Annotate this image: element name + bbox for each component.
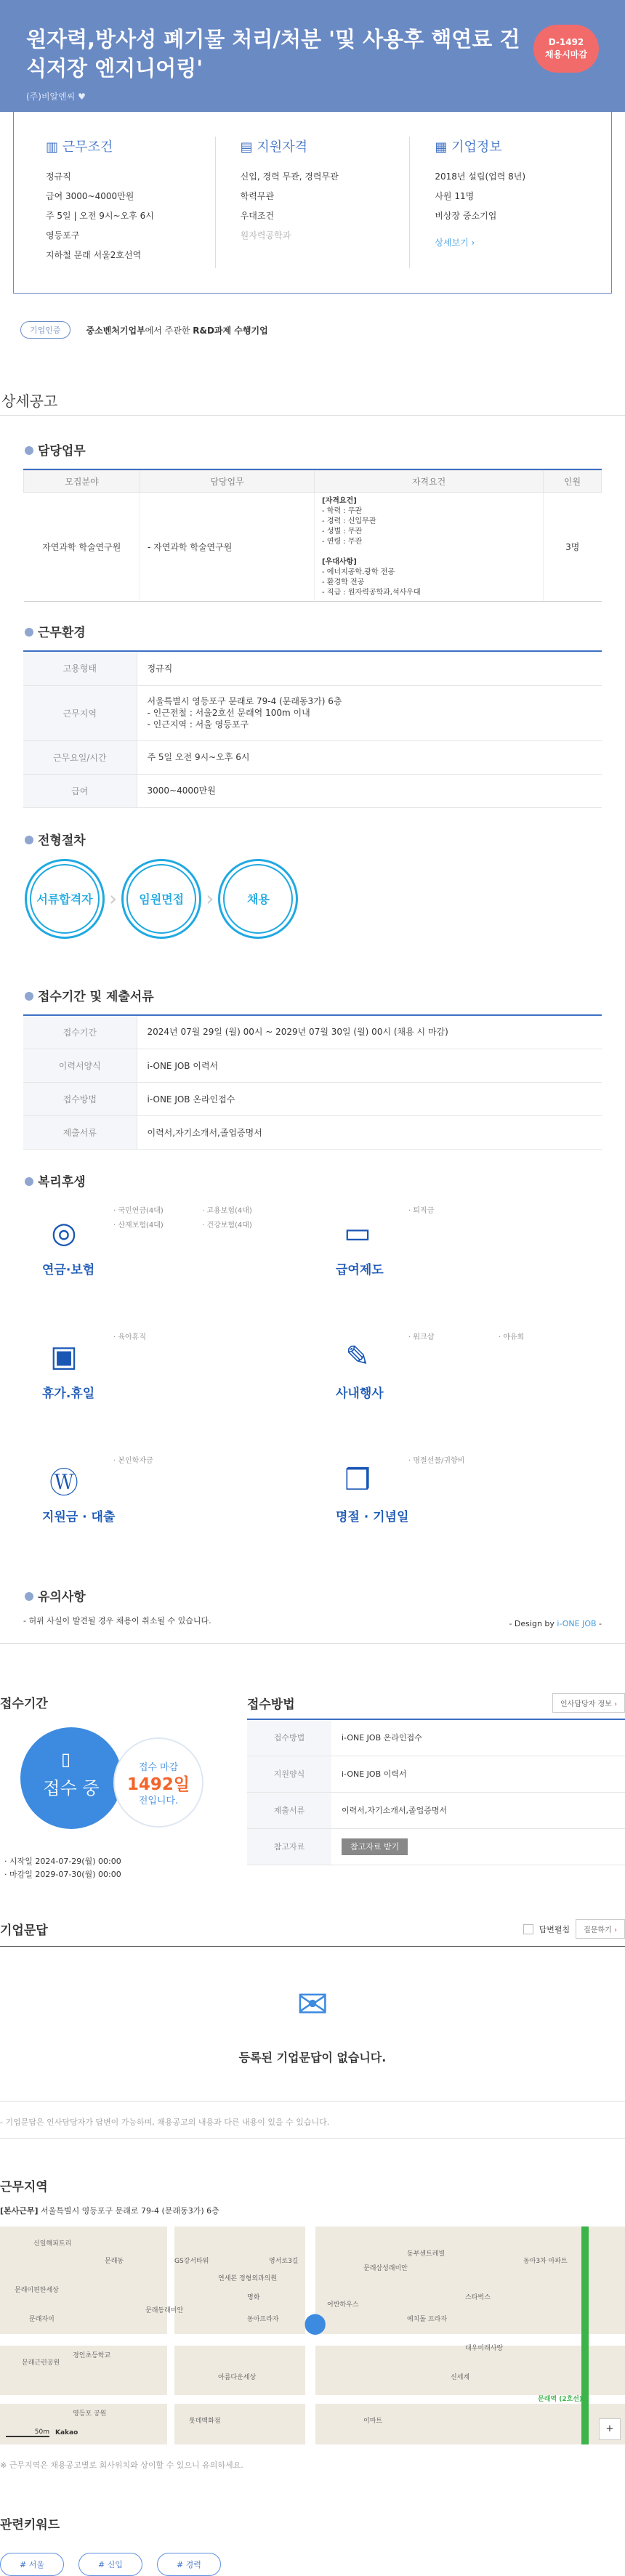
- addr-tag: [본사근무]: [0, 2206, 39, 2216]
- keyword-title: 관련키워드: [0, 2518, 60, 2532]
- req-line: - 연령 : 무관: [322, 537, 363, 546]
- map-label: 대우미래사랑: [465, 2345, 504, 2352]
- map-label: 문래삼성래미안: [363, 2265, 408, 2272]
- row-value: 정규직: [137, 652, 602, 685]
- keyword-tag[interactable]: # 경력: [157, 2553, 221, 2576]
- addr-line: 서울특별시 영등포구 문래로 79-4 (문래동3가) 6층: [147, 696, 342, 706]
- period-table: [23, 1016, 602, 1150]
- welfare-tag: · 워크샵: [408, 1333, 435, 1341]
- chevron-right-icon: ›: [614, 1926, 617, 1934]
- location-title: 근무지역: [0, 2180, 48, 2195]
- notice-title: 유의사항: [23, 1586, 602, 1604]
- map-label: 스타벅스: [465, 2294, 491, 2301]
- req-line: - 에너지공학.광학 전공: [322, 568, 395, 576]
- map-label: 연세본 정형외과의원: [218, 2275, 278, 2282]
- envelope-icon: ✉: [297, 1982, 328, 2027]
- process-step: 임원면접: [121, 859, 201, 939]
- map-pin-icon: ⬤: [304, 2311, 327, 2335]
- map-label: 명화: [247, 2294, 260, 2301]
- welfare-item: [336, 1211, 384, 1277]
- map-road: [305, 2226, 315, 2444]
- req-line: - 환경학 전공: [322, 578, 365, 586]
- welfare-tags: [113, 1331, 146, 1345]
- welfare-tag: · 야유회: [499, 1333, 525, 1341]
- row-value: i-ONE JOB 온라인접수: [331, 1719, 625, 1756]
- receipt-row: [0, 1693, 625, 1881]
- process-steps: [23, 848, 602, 950]
- dday-label: 채용시마감: [545, 49, 587, 60]
- env-title: 근무환경: [23, 622, 602, 640]
- process-step: 서류합격자: [25, 859, 105, 939]
- cert-mid: 에서 주관한: [145, 325, 193, 336]
- download-ref-button[interactable]: 참고자료 받기: [342, 1838, 408, 1855]
- kakao-logo: Kakao: [55, 2429, 78, 2436]
- welfare-tags: [113, 1454, 153, 1469]
- map-label: 영등포 공원: [73, 2410, 107, 2418]
- row-value: [137, 685, 602, 740]
- deadline-sub: 전입니다.: [138, 1796, 179, 1806]
- welfare-name: 급여제도: [336, 1263, 384, 1277]
- heart-icon[interactable]: ♥: [78, 92, 86, 102]
- zoom-in-icon[interactable]: +: [599, 2418, 621, 2440]
- welfare-tag: · 고용보험(4대): [202, 1207, 252, 1215]
- row-value: i-ONE JOB 온라인접수: [137, 1083, 602, 1116]
- addr-text: 서울특별시 영등포구 문래로 79-4 (문래동3가) 6층: [38, 2206, 219, 2216]
- row-key: 접수기간: [23, 1016, 137, 1049]
- coin-hand-icon: Ⓦ: [49, 1466, 78, 1500]
- welfare-item: [42, 1458, 115, 1525]
- summary-item: 우대조건: [240, 211, 275, 221]
- summary-qual-title: 지원자격: [257, 140, 307, 155]
- duty-table: [23, 470, 602, 602]
- row-value: 주 5일 오전 9시~오후 6시: [137, 740, 602, 774]
- receipt-dates: [4, 1855, 221, 1881]
- map-label: 영서로3길: [269, 2258, 299, 2265]
- book-icon: ▯: [61, 1749, 71, 1769]
- building-icon: ▥: [46, 140, 59, 155]
- answer-toggle-label: 답변펼침: [539, 1924, 570, 1934]
- welfare-tags: [408, 1204, 434, 1219]
- duty-count: 3명: [544, 493, 602, 602]
- calendar-icon: ▣: [50, 1340, 78, 1373]
- map-label: 신세계: [451, 2374, 470, 2381]
- map-label: 문래자이: [29, 2316, 55, 2323]
- row-key: 근무요일/시간: [23, 740, 137, 774]
- status-label: 접수 중: [43, 1778, 100, 1798]
- map-label: 경인초등학교: [73, 2352, 111, 2359]
- welfare-name: 명절 · 기념일: [336, 1510, 409, 1525]
- col-header: 모집분야: [24, 471, 140, 493]
- summary-item: 주 5일 | 오전 9시~오후 6시: [46, 211, 154, 221]
- design-brand: i-ONE JOB: [557, 1619, 597, 1628]
- keyword-tag[interactable]: # 신입: [78, 2553, 142, 2576]
- map-label: 동아3차 아파트: [523, 2258, 568, 2265]
- summary-item: 사원 11명: [435, 191, 475, 201]
- receipt-circles: [0, 1727, 221, 1851]
- chevron-right-icon: ›: [206, 887, 214, 911]
- duty-task: - 자연과학 학술연구원: [140, 493, 315, 602]
- summary-item: 지하철 문래 서울2호선역: [46, 250, 142, 260]
- map-label: 문래역 (2호선): [538, 2396, 583, 2403]
- receipt-period: [0, 1693, 221, 1881]
- subway-line: [581, 2226, 589, 2444]
- company-name[interactable]: [26, 90, 599, 102]
- map-label: 문래근린공원: [22, 2359, 60, 2367]
- row-key: 접수방법: [23, 1083, 137, 1116]
- summary-work: [21, 137, 216, 268]
- row-key: 고용형태: [23, 652, 137, 685]
- process-step: 채용: [218, 859, 298, 939]
- welfare-tag: · 명절선물/귀향비: [408, 1457, 465, 1465]
- map-label: 문래동래미안: [145, 2307, 184, 2314]
- map-label: 롯데백화점: [189, 2418, 221, 2425]
- process-title: 전형절차: [23, 830, 602, 848]
- map-label: GS강서타워: [174, 2258, 209, 2265]
- chevron-right-icon: ›: [614, 1700, 617, 1708]
- duty-title: 담당업무: [23, 440, 602, 459]
- map-label: 동아프라자: [247, 2316, 279, 2323]
- pension-icon: ◎: [51, 1216, 77, 1250]
- period-title: 접수기간 및 제출서류: [23, 986, 602, 1004]
- row-key: 참고자료: [247, 1828, 331, 1865]
- welfare-name: 지원금 · 대출: [42, 1510, 116, 1525]
- welfare-item: [336, 1335, 384, 1401]
- certification-row: [20, 308, 625, 352]
- req-heading: [우대사항]: [322, 557, 357, 566]
- env-table: [23, 652, 602, 808]
- design-prefix: - Design by: [509, 1619, 557, 1628]
- welfare-tag: · 산재보험(4대): [113, 1222, 164, 1230]
- summary-item: 비상장 중소기업: [435, 211, 497, 221]
- row-key: 급여: [23, 774, 137, 807]
- gift-icon: ❒: [344, 1463, 371, 1497]
- duty-field: 자연과학 학술연구원: [24, 493, 140, 602]
- map-label: 이마트: [363, 2418, 383, 2425]
- dday-count: D-1492: [548, 37, 584, 47]
- qa-empty: [0, 1946, 625, 2101]
- map-label: 어반하우스: [327, 2301, 359, 2309]
- microphone-icon: ✎: [345, 1340, 370, 1373]
- qa-section: [0, 1919, 625, 2128]
- cert-task: R&D과제 수행기업: [193, 325, 268, 336]
- col-header: 담당업무: [140, 471, 315, 493]
- row-key: 제출서류: [23, 1116, 137, 1150]
- summary-item: 학력무관: [240, 191, 275, 201]
- keyword-tag[interactable]: # 서울: [0, 2553, 64, 2576]
- answer-checkbox[interactable]: [523, 1924, 533, 1934]
- design-suffix: -: [596, 1619, 602, 1628]
- summary-item: 2018년 설립(업력 8년): [435, 171, 526, 182]
- row-key: 이력서양식: [23, 1049, 137, 1083]
- req-line: - 학력 : 무관: [322, 506, 363, 515]
- id-card-icon: ▤: [240, 140, 253, 155]
- ask-label: 질문하기: [584, 1926, 612, 1934]
- receipt-title: 접수기간: [0, 1697, 48, 1711]
- scale-label: 50m: [6, 2428, 49, 2437]
- map-label: 신일해피트리: [33, 2240, 72, 2248]
- welfare-item: [42, 1335, 94, 1401]
- row-value: 3000~4000만원: [137, 774, 602, 807]
- job-header: [0, 0, 625, 112]
- deadline-circle: [113, 1737, 203, 1828]
- welfare-name: 연금·보험: [42, 1263, 95, 1277]
- divider: [0, 2138, 625, 2139]
- map-road: [167, 2226, 174, 2444]
- welfare-name: 사내행사: [336, 1386, 384, 1401]
- location-note: ※ 근무지역은 채용공고별로 회사위치와 상이할 수 있으니 유의하세요.: [0, 2460, 243, 2470]
- keyword-section: [0, 2514, 625, 2576]
- company-detail-link[interactable]: 상세보기 ›: [435, 238, 475, 248]
- company-detail-label: 상세보기: [435, 238, 469, 248]
- req-heading: [자격요건]: [322, 496, 357, 505]
- row-value: 2024년 07월 29일 (월) 00시 ~ 2029년 07월 30일 (월) 00시 (채용 시 마감): [137, 1016, 602, 1049]
- detail-section: [0, 415, 625, 1644]
- cert-org: 중소벤처기업부: [86, 325, 145, 336]
- howto-title: 접수방법: [247, 1697, 295, 1712]
- summary-item: 급여 3000~4000만원: [46, 191, 134, 201]
- map-label: 동부센트레빌: [407, 2250, 445, 2258]
- qa-note: - 기업문답은 인사담당자가 답변이 가능하며, 채용공고의 내용과 다른 내용이 있을 수 있습니다.: [0, 2117, 330, 2127]
- welfare-item: [336, 1458, 408, 1525]
- howto-table: [247, 1719, 625, 1865]
- map-label: 아름다운세상: [218, 2374, 257, 2381]
- dday-badge: [533, 25, 599, 73]
- company-name-label: (주)비알엔씨: [26, 92, 76, 102]
- duty-req: [315, 493, 544, 602]
- col-header: 자격요건: [315, 471, 544, 493]
- job-summary: [13, 112, 612, 294]
- row-value: i-ONE JOB 이력서: [137, 1049, 602, 1083]
- qa-empty-text: 등록된 기업문답이 없습니다.: [238, 2050, 387, 2064]
- map[interactable]: [0, 2226, 625, 2444]
- apply-method: [247, 1693, 625, 1881]
- summary-company: [410, 137, 604, 268]
- welfare-tag: · 퇴직금: [408, 1207, 435, 1215]
- summary-work-title: 근무조건: [62, 140, 113, 155]
- office-icon: ▦: [435, 140, 448, 155]
- summary-item-sub: 원자력공학과: [240, 230, 291, 241]
- cert-badge: 기업인증: [20, 321, 70, 339]
- welfare-tags: [499, 1331, 524, 1345]
- notice-text: - 허위 사실이 발견될 경우 채용이 취소될 수 있습니다.: [23, 1616, 211, 1626]
- map-label: 예치돌 프라자: [407, 2316, 448, 2323]
- row-value: i-ONE JOB 이력서: [331, 1756, 625, 1792]
- end-date: · 마감일 2029-07-30(월) 00:00: [4, 1870, 121, 1879]
- welfare-name: 휴가.휴일: [42, 1386, 95, 1401]
- row-value: 이력서,자기소개서,졸업증명서: [331, 1792, 625, 1828]
- welfare-tag: · 국민연금(4대): [113, 1207, 164, 1215]
- deadline-days: 1492일: [126, 1775, 190, 1794]
- chevron-right-icon: ›: [109, 887, 118, 911]
- start-date: · 시작일 2024-07-29(월) 00:00: [4, 1857, 121, 1866]
- addr-line: - 인근지역 : 서울 영등포구: [147, 719, 249, 730]
- row-key: 지원양식: [247, 1756, 331, 1792]
- summary-comp-title: 기업정보: [451, 140, 502, 155]
- addr-line: - 인근전철 : 서울2호선 문래역 100m 이내: [147, 708, 310, 718]
- row-key: 근무지역: [23, 685, 137, 740]
- money-icon: ▭: [344, 1216, 371, 1250]
- welfare-tags: [408, 1454, 464, 1469]
- welfare-tags: [202, 1204, 252, 1233]
- map-label: 문래이편한세상: [15, 2287, 59, 2294]
- welfare-tag: · 육아휴직: [113, 1333, 146, 1341]
- ask-button[interactable]: [576, 1919, 625, 1939]
- col-header: 인원: [544, 471, 602, 493]
- job-title: 원자력,방사성 폐기물 처리/처분 '및 사용후 핵연료 건식저장 엔지니어링': [26, 27, 520, 81]
- location-address: [0, 2205, 625, 2216]
- summary-item: 영등포구: [46, 230, 80, 241]
- map-label: 문래동: [105, 2258, 124, 2265]
- welfare-tags: [113, 1204, 164, 1233]
- hr-info-label: 인사담당자 정보: [560, 1700, 612, 1708]
- welfare-grid: [23, 1190, 602, 1575]
- summary-item: 정규직: [46, 171, 71, 182]
- row-key: 접수방법: [247, 1719, 331, 1756]
- detail-title: 상세공고: [1, 392, 58, 410]
- req-line: - 경력 : 신입무관: [322, 517, 376, 525]
- req-line: - 성별 : 무관: [322, 527, 363, 536]
- welfare-tag: · 본인학자금: [113, 1457, 153, 1465]
- location-section: [0, 2176, 625, 2471]
- summary-item: 신입, 경력 무관, 경력무관: [240, 171, 339, 182]
- deadline-label: 접수 마감: [138, 1762, 179, 1773]
- welfare-item: [42, 1211, 94, 1277]
- receipt-status: [20, 1727, 122, 1829]
- qa-title: 기업문답: [0, 1923, 48, 1938]
- welfare-tag: · 건강보험(4대): [202, 1222, 252, 1230]
- hr-info-button[interactable]: [552, 1693, 625, 1713]
- welfare-tags: [408, 1331, 434, 1345]
- row-key: 제출서류: [247, 1792, 331, 1828]
- req-line: - 직급 : 원자력공학과,석사우대: [322, 588, 421, 597]
- row-value: 이력서,자기소개서,졸업증명서: [137, 1116, 602, 1150]
- map-scale: [6, 2428, 78, 2437]
- summary-qual: [216, 137, 411, 268]
- welfare-title: 복리후생: [23, 1171, 602, 1190]
